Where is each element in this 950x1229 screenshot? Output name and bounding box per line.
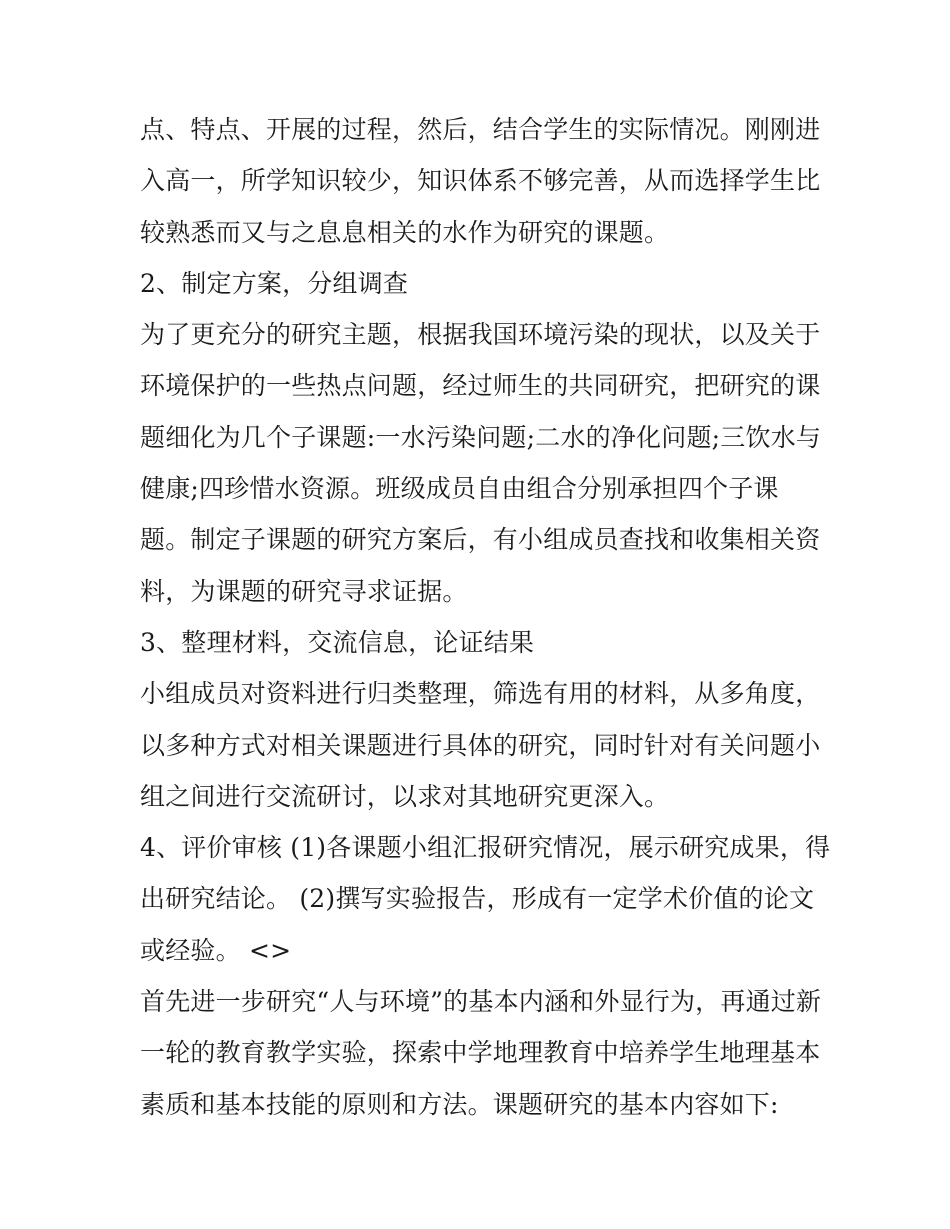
body-text-line: 入高一，所学知识较少，知识体系不够完善，从而选择学生比: [140, 166, 821, 196]
body-text-line: 出研究结论。 (2)撰写实验报告，形成有一定学术价值的论文: [140, 884, 815, 914]
body-text-line: 或经验。 <>: [140, 935, 292, 965]
body-text-line: 健康;四珍惜水资源。班级成员自由组合分别承担四个子课: [140, 474, 779, 504]
body-text-line: 以多种方式对相关课题进行具体的研究，同时针对有关问题小: [140, 730, 821, 760]
body-text-line: 料，为课题的研究寻求证据。: [140, 576, 468, 606]
section-heading-4: 4、评价审核 (1)各课题小组汇报研究情况，展示研究成果，得: [140, 833, 831, 863]
body-text-line: 较熟悉而又与之息息相关的水作为研究的课题。: [140, 217, 670, 247]
body-text-line: 小组成员对资料进行归类整理，筛选有用的材料，从多角度，: [140, 679, 821, 709]
body-text-line: 素质和基本技能的原则和方法。课题研究的基本内容如下:: [140, 1089, 779, 1119]
body-text-line: 题。制定子课题的研究方案后，有小组成员查找和收集相关资: [140, 525, 821, 555]
body-text-line: 环境保护的一些热点问题，经过师生的共同研究，把研究的课: [140, 371, 821, 401]
section-heading-3: 3、整理材料，交流信息，论证结果: [140, 627, 535, 657]
body-text-line: 题细化为几个子课题:一水污染问题;二水的净化问题;三饮水与: [140, 422, 822, 452]
body-text-line: 为了更充分的研究主题，根据我国环境污染的现状，以及关于: [140, 320, 821, 350]
body-text-line: 首先进一步研究“人与环境”的基本内涵和外显行为，再通过新: [140, 987, 822, 1017]
body-text-line: 组之间进行交流研讨，以求对其地研究更深入。: [140, 781, 670, 811]
body-text-line: 点、特点、开展的过程，然后，结合学生的实际情况。刚刚进: [140, 115, 821, 144]
section-heading-2: 2、制定方案，分组调查: [140, 268, 409, 298]
document-body: [140, 104, 831, 1130]
body-text-line: 一轮的教育教学实验，探索中学地理教育中培养学生地理基本: [140, 1038, 821, 1068]
